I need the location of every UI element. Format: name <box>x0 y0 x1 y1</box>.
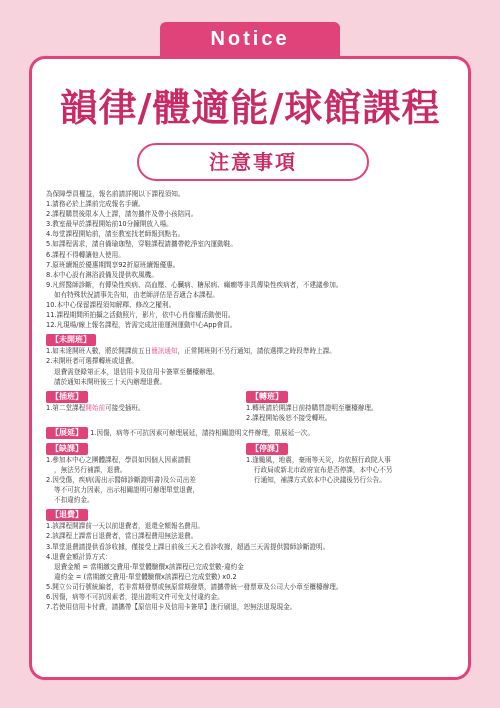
transfer-class-tag: 【插班】 <box>46 391 88 403</box>
refund-line: 7.若使用信用卡付費，請攜帶【原信用卡及信用卡簽單】進行刷退，恕無法退現現金。 <box>46 603 297 612</box>
notice-header-tab: Notice <box>160 22 340 56</box>
absence-line: 1.參加本中心之團體課程，學員如因個人因素請假 <box>46 455 191 464</box>
not-opened-line: 退費需登錄第正本，退信用卡及信用卡簽單至櫃檯辦理。 <box>54 367 219 376</box>
extension-tag: 【展延】 <box>46 427 88 439</box>
rule-item: 4.每堂課程開始前，請至教室找老師報到點名。 <box>46 230 185 239</box>
refund-line: 2.該課程上課當日退費者，當日課程費用無法退費。 <box>46 532 198 541</box>
rule-item: 3.教室最早於課程開始前10分鐘開放入場。 <box>46 220 173 229</box>
suspension-tag: 【停課】 <box>246 443 288 455</box>
refund-tag: 【退費】 <box>46 509 88 521</box>
subtitle-pill: 注意事項 <box>137 143 369 181</box>
rule-item: 8.本中心設有淋浴設備及提供吹風機。 <box>46 270 158 279</box>
extension-line: 【展延】 1.因傷，病等不可抗因素可辦理展延，請持相關證明文件辦理，限展延一次。 <box>46 427 458 439</box>
refund-line: 1.該課程開課前一天以前退費者，退還全額報名費用。 <box>46 522 204 531</box>
transfer-class-line: 1.第二堂課程開始前可接受插班。 <box>46 403 145 412</box>
refund-line: 4.退費金額計算方式： <box>46 552 112 561</box>
rule-item: 12.凡現場/線上報名課程，皆需完成註冊運洲運動中心App會員。 <box>46 321 237 330</box>
refund-line: 6.因傷，病等不可抗因素者，提出證明文件可免支付違約金。 <box>46 593 224 601</box>
not-opened-line: 請於通知未開班後三十天內辦理退費。 <box>54 377 167 386</box>
page-title: 韻律/體適能/球館課程 <box>59 86 441 130</box>
notice-card <box>29 56 471 680</box>
not-opened-line: 2.未開班者可選擇轉班或退費。 <box>46 357 139 366</box>
rule-item: 10.本中心保留課程須知解釋、修改之權利。 <box>46 301 176 310</box>
absence-line: 等不可抗力因素，出示相關證明可辦理單堂退費， <box>54 486 200 495</box>
rule-item: 1.請務必於上課前完成報名手續。 <box>46 200 145 209</box>
intro-text: 為保障學員權益，報名前請詳閱以下課程須知。 <box>46 190 185 198</box>
suspension-line: 行通知，補課方式依本中心決議後另行公告。 <box>254 476 386 485</box>
refund-line: 5.開立公司行號統編者，若非當期發票或無原當期發票，請攜帶統一發票章及公司大小章至櫃檯辦理。 <box>46 582 343 591</box>
absence-line: 不扣違約金。 <box>54 496 94 505</box>
rule-item: 5.如課程需求，請自備瑜珈墊，穿鞋課程請攜帶乾淨室內運動鞋。 <box>46 240 237 249</box>
rule-item: 9.凡經醫師診斷，有傳染性疾病、高血壓、心臟病、糖尿病、癲癇等非具傳染性疾病者，不建議參加。 <box>46 280 343 289</box>
rule-item: 6.課程不得轉讓他人使用。 <box>46 250 125 259</box>
absence-tag: 【缺課】 <box>46 443 88 455</box>
transfer-tag: 【轉班】 <box>246 391 288 403</box>
suspension-line: 行政局或新北市政府宣布是否停課，本中心不另 <box>254 465 393 474</box>
not-opened-tag: 【未開班】 <box>46 334 96 346</box>
absence-line: ，無法另行補課，退費。 <box>54 465 127 474</box>
suspension-line: 1.逢颱風，地震，豪雨等天災，均依照行政院人事 <box>246 455 391 464</box>
not-opened-line: 1.如未達開班人數，將於開課前五日簡訊通知，正常開班則不另行通知，請依選擇之時段準時上課。 <box>46 347 336 356</box>
refund-line: 退費金額 = 當期繳交費用-單堂體驗價x該課程已完成堂數-違約金 <box>54 562 244 571</box>
refund-line: 違約金 = (當期繳交費用-單堂體驗價x該課程已完成堂數) x0.2 <box>54 572 237 581</box>
rule-item: 11.課程期間所拍攝之活動照片，影片，依中心肖像權活動使用。 <box>46 311 235 320</box>
rule-item: 2.課程購買後限本人上課，請勿攜伴及帶小孩陪同。 <box>46 210 198 219</box>
rule-item: 如有特殊狀況請事先告知，由老師評估是否適合本課程。 <box>54 290 219 299</box>
refund-line: 3.單堂退費請提供看診收據，僅接受上課日前後三天之看診收據，超過三天需提供醫師診斷證明。 <box>46 542 330 551</box>
absence-line: 2.因受傷，疾病(需出示醫師診斷證明書)及公司出差 <box>46 476 196 485</box>
notice-content <box>46 189 458 612</box>
transfer-line: 1.轉班請於開課日前持購買證明至櫃檯辦理。 <box>246 403 378 412</box>
transfer-line: 2.課程開始後恕不接受轉班。 <box>246 413 332 422</box>
rule-item: 7.原班續報於優惠期間享92折原班續報優惠。 <box>46 260 180 269</box>
